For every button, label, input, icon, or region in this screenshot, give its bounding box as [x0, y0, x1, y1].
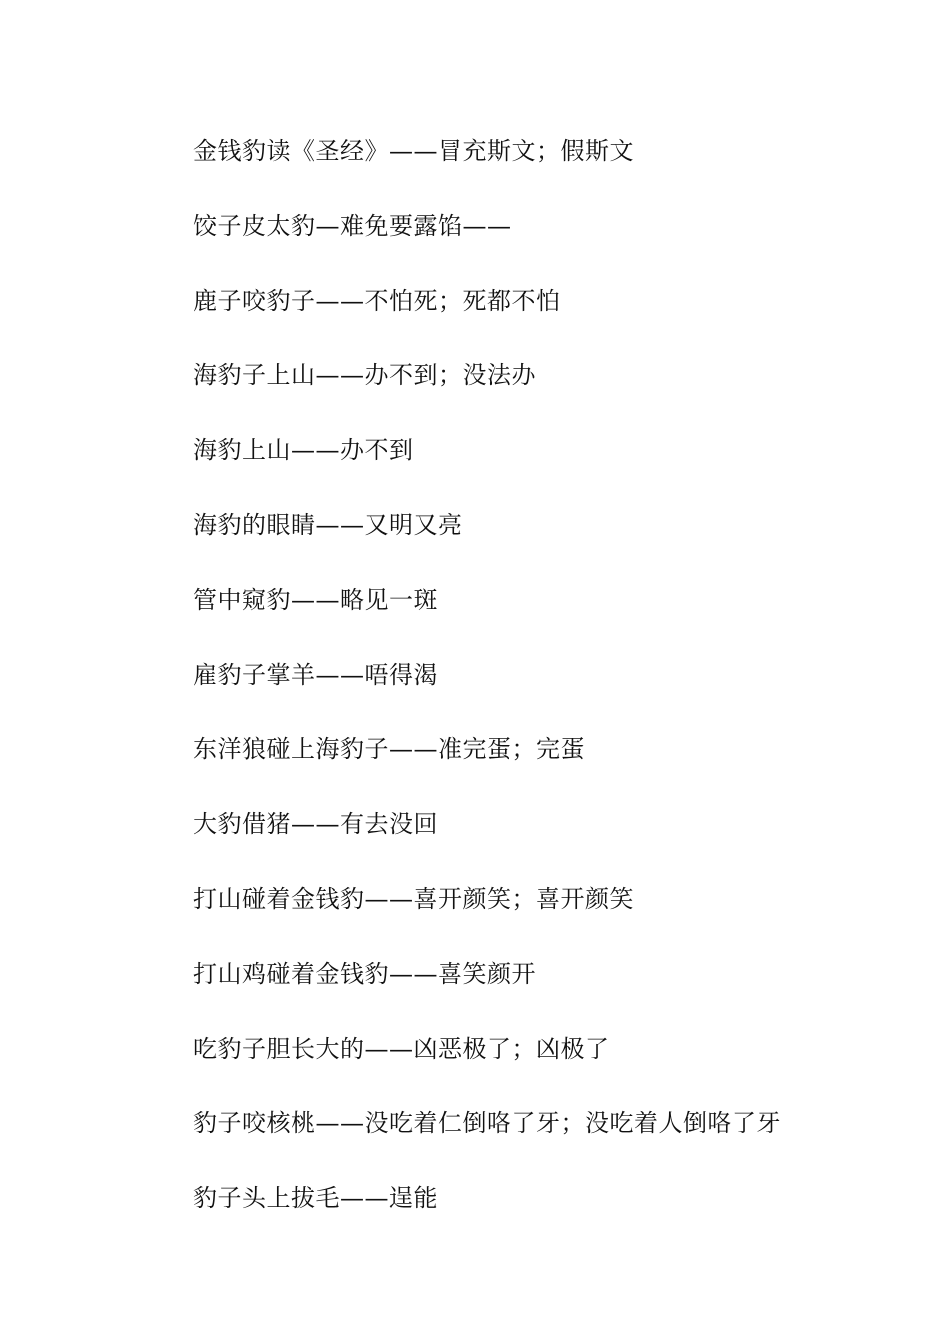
- proverb-line: 管中窥豹——略见一斑: [193, 585, 438, 614]
- proverb-line: 海豹子上山——办不到；没法办: [193, 361, 536, 390]
- proverb-line: 海豹上山——办不到: [193, 436, 414, 465]
- proverb-line: 豹子咬核桃——没吃着仁倒咯了牙；没吃着人倒咯了牙: [193, 1109, 781, 1138]
- proverb-line: 大豹借猪——有去没回: [193, 810, 438, 839]
- proverb-line: 打山鸡碰着金钱豹——喜笑颜开: [193, 959, 536, 988]
- proverb-line: 海豹的眼睛——又明又亮: [193, 510, 463, 539]
- proverb-line: 雇豹子掌羊——唔得渴: [193, 660, 438, 689]
- proverb-line: 打山碰着金钱豹——喜开颜笑；喜开颜笑: [193, 884, 634, 913]
- proverb-line: 金钱豹读《圣经》——冒充斯文；假斯文: [193, 137, 634, 165]
- proverb-list: [193, 132, 893, 1254]
- proverb-line: 饺子皮太豹—难免要露馅——: [193, 211, 512, 240]
- proverb-line: 豹子头上拔毛——逞能: [193, 1184, 438, 1213]
- proverb-line: 吃豹子胆长大的——凶恶极了；凶极了: [193, 1034, 610, 1063]
- proverb-line: 鹿子咬豹子——不怕死；死都不怕: [193, 286, 561, 315]
- proverb-line: 东洋狼碰上海豹子——准完蛋；完蛋: [193, 735, 585, 764]
